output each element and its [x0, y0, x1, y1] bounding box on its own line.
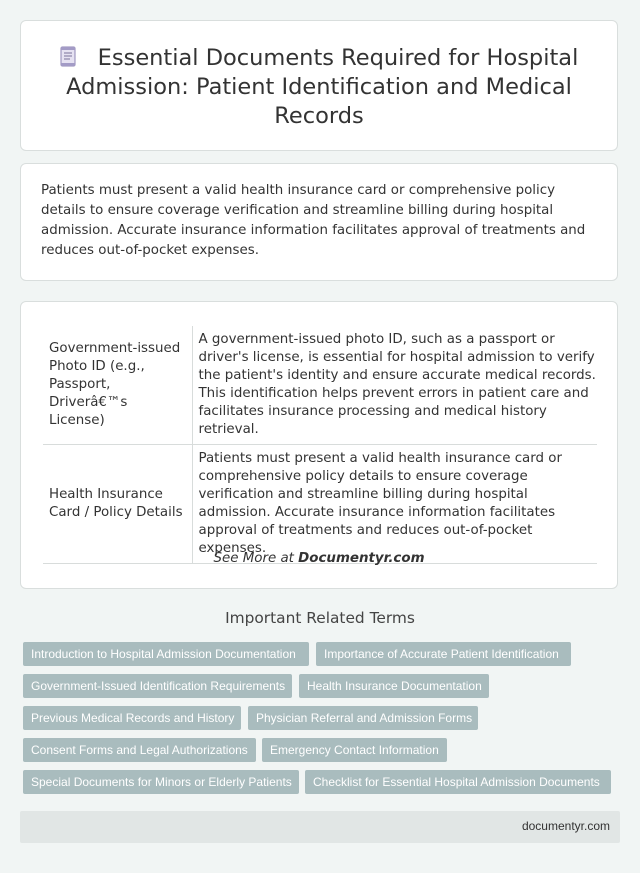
related-tag[interactable]: Health Insurance Documentation	[299, 674, 489, 698]
related-tag[interactable]: Consent Forms and Legal Authorizations	[23, 738, 256, 762]
table-row	[43, 326, 597, 445]
page-title-text: Essential Documents Required for Hospital Admission: Patient Identification and Medical Records	[66, 45, 579, 129]
intro-card	[20, 163, 618, 281]
page-title	[21, 21, 617, 131]
related-terms-heading: Important Related Terms	[225, 609, 415, 627]
see-more-site[interactable]: Documentyr.com	[298, 551, 425, 566]
table-card	[20, 301, 618, 589]
see-more-prefix: See More at	[213, 551, 299, 566]
document-icon	[60, 46, 76, 67]
table-row	[43, 445, 597, 564]
related-tag[interactable]: Emergency Contact Information	[262, 738, 447, 762]
related-tag[interactable]: Checklist for Essential Hospital Admission Documents	[305, 770, 611, 794]
related-tag[interactable]: Special Documents for Minors or Elderly Patients	[23, 770, 299, 794]
related-tag[interactable]: Importance of Accurate Patient Identification	[316, 642, 571, 666]
related-tag[interactable]: Introduction to Hospital Admission Documentation	[23, 642, 309, 666]
related-tag[interactable]: Government-Issued Identification Requirements	[23, 674, 292, 698]
row-value: Patients must present a valid health insurance card or comprehensive policy details to ensure coverage verification and streamline billing during hospital admission. Accurate insurance information facilitates approval of treatments and reduces out-of-pocket expenses.	[192, 445, 597, 564]
row-key: Health Insurance Card / Policy Details	[43, 445, 192, 564]
footer-site-link[interactable]: documentyr.com	[521, 819, 610, 833]
title-card	[20, 20, 618, 151]
related-tag[interactable]: Previous Medical Records and History	[23, 706, 241, 730]
related-tag[interactable]: Physician Referral and Admission Forms	[248, 706, 478, 730]
row-key: Government-issued Photo ID (e.g., Passport, Driverâ€™s License)	[43, 326, 192, 445]
intro-text: Patients must present a valid health insurance card or comprehensive policy details to ensure coverage verification and streamline billing during hospital admission. Accurate insurance information facilitates approval of treatments and reduces out-of-pocket expenses.	[41, 183, 586, 258]
row-value: A government-issued photo ID, such as a passport or driver's license, is essential for hospital admission to verify the patient's identity and ensure accurate medical records. This identification helps prevent errors in patient care and facilitates insurance processing and medical history retrieval.	[192, 326, 597, 445]
documents-table	[43, 326, 597, 564]
see-more-link[interactable]	[21, 551, 617, 566]
footer	[20, 811, 620, 843]
